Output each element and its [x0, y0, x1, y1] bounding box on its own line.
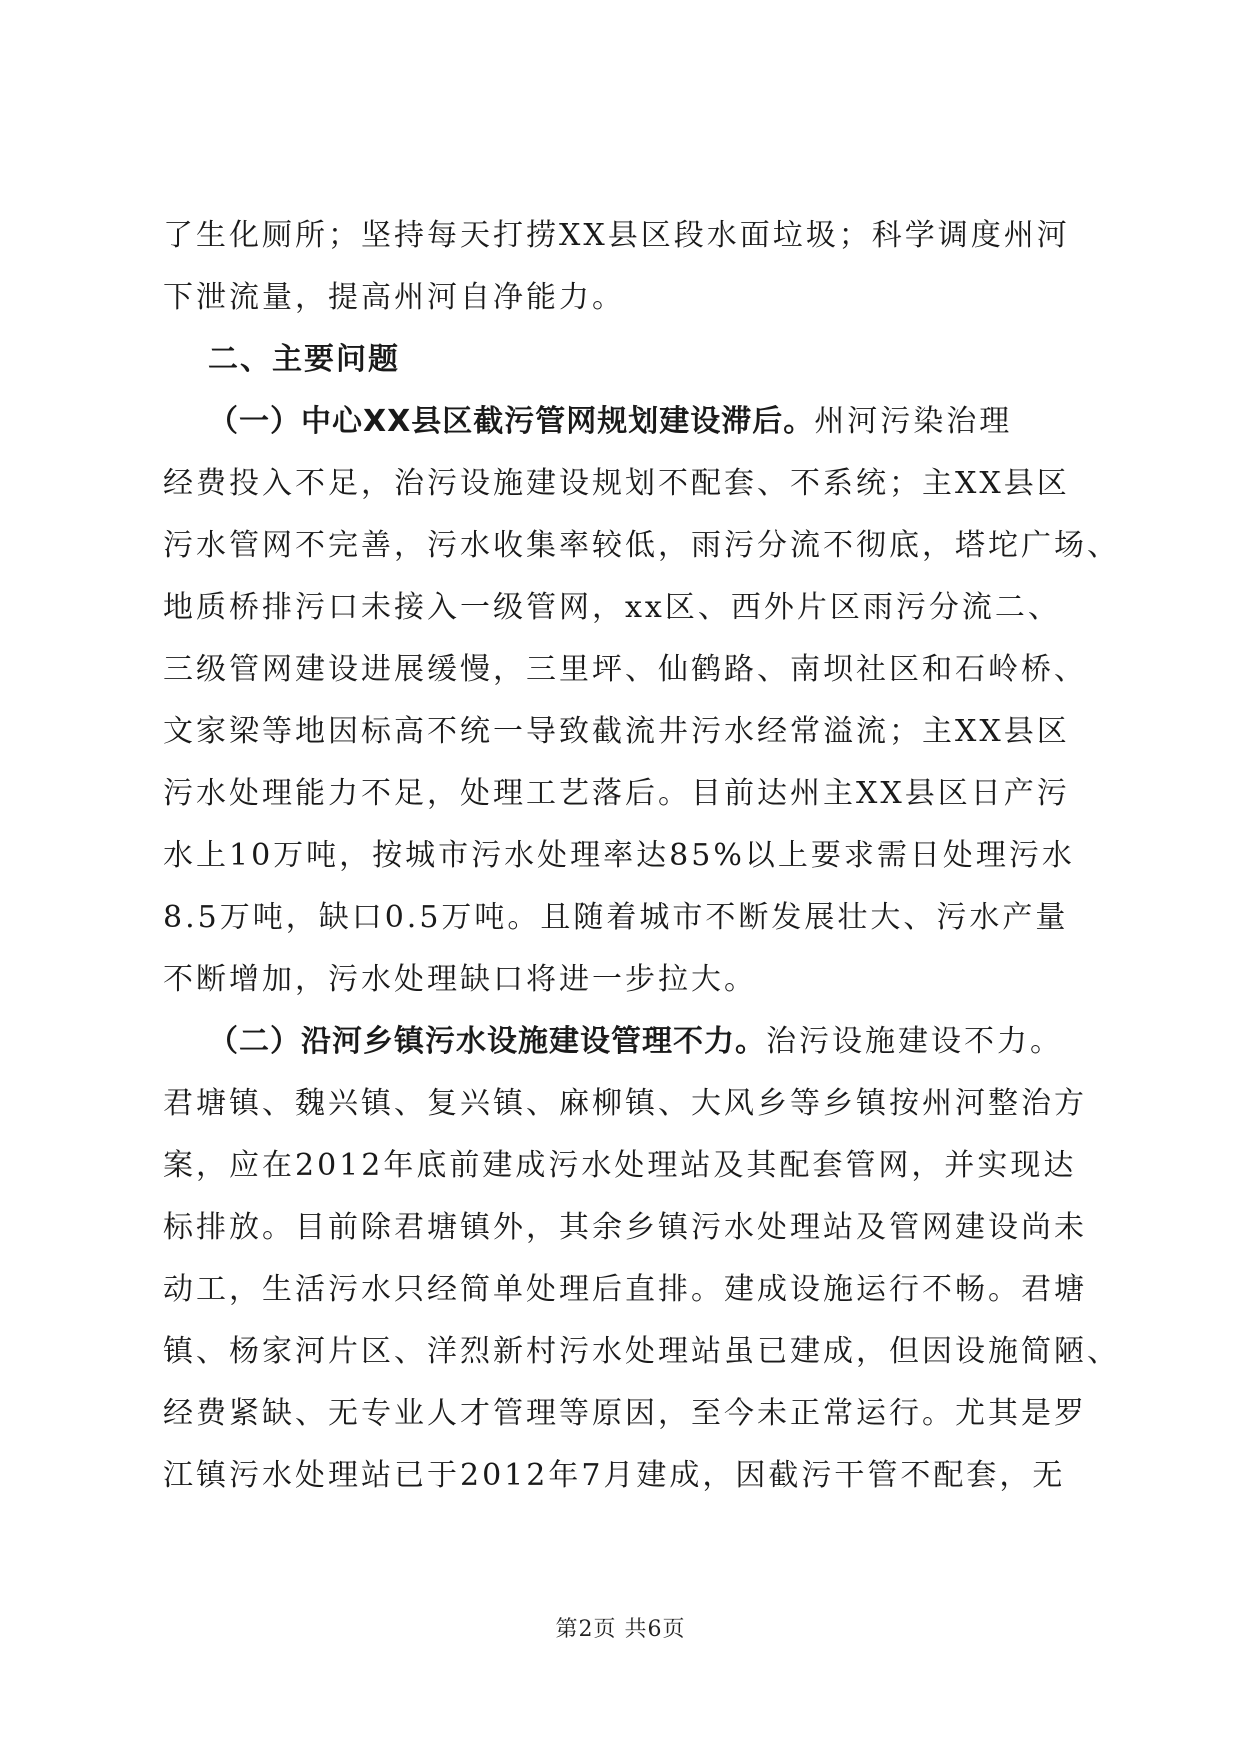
- paragraph-line: 案，应在2012年底前建成污水处理站及其配套管网，并实现达: [163, 1148, 1077, 1183]
- paragraph-line: 镇、杨家河片区、洋烈新村污水处理站虽已建成，但因设施简陋、: [163, 1334, 1120, 1369]
- paragraph-line: 经费投入不足，治污设施建设规划不配套、不系统；主XX县区: [163, 466, 1070, 501]
- paragraph-line: 三级管网建设进展缓慢，三里坪、仙鹤路、南坝社区和石岭桥、: [163, 652, 1087, 687]
- paragraph-line: 不断增加，污水处理缺口将进一步拉大。: [163, 962, 757, 997]
- paragraph-line: 动工，生活污水只经简单处理后直排。建成设施运行不畅。君塘: [163, 1272, 1087, 1307]
- subsection-1-title: （一）中心XX县区截污管网规划建设滞后。: [208, 404, 815, 439]
- paragraph-line: 经费紧缺、无专业人才管理等原因，至今未正常运行。尤其是罗: [163, 1396, 1087, 1431]
- paragraph-line: 江镇污水处理站已于2012年7月建成，因截污干管不配套，无: [163, 1458, 1066, 1493]
- paragraph-line: 污水处理能力不足，处理工艺落后。目前达州主XX县区日产污: [163, 776, 1070, 811]
- paragraph-line: 8.5万吨，缺口0.5万吨。且随着城市不断发展壮大、污水产量: [163, 900, 1069, 935]
- page-footer: 第2页 共6页: [555, 1617, 686, 1642]
- paragraph-line: 标排放。目前除君塘镇外，其余乡镇污水处理站及管网建设尚未: [163, 1210, 1087, 1245]
- paragraph-line: 了生化厕所；坚持每天打捞XX县区段水面垃圾；科学调度州河: [163, 218, 1070, 253]
- paragraph-line: 下泄流量，提高州河自净能力。: [163, 280, 625, 315]
- subsection-1-first-text: 州河污染治理: [814, 404, 1013, 439]
- paragraph-line: 文家梁等地因标高不统一导致截流井污水经常溢流；主XX县区: [163, 714, 1070, 749]
- section-heading-text: 二、主要问题: [208, 342, 400, 377]
- subsection-2-first-text: 治污设施建设不力。: [766, 1024, 1063, 1059]
- paragraph-line: 污水管网不完善，污水收集率较低，雨污分流不彻底，塔坨广场、: [163, 528, 1120, 563]
- paragraph-line: 地质桥排污口未接入一级管网，xx区、西外片区雨污分流二、: [163, 590, 1061, 625]
- body-text: [163, 205, 1120, 1507]
- paragraph-line: 水上10万吨，按城市污水处理率达85%以上要求需日处理污水: [163, 838, 1075, 873]
- subsection-1-first-line: [163, 391, 1083, 453]
- paragraph-line: 君塘镇、魏兴镇、复兴镇、麻柳镇、大风乡等乡镇按州河整治方: [163, 1086, 1087, 1121]
- section-heading: [163, 329, 1083, 391]
- subsection-2-first-line: [163, 1011, 1083, 1073]
- subsection-2-title: （二）沿河乡镇污水设施建设管理不力。: [208, 1024, 766, 1059]
